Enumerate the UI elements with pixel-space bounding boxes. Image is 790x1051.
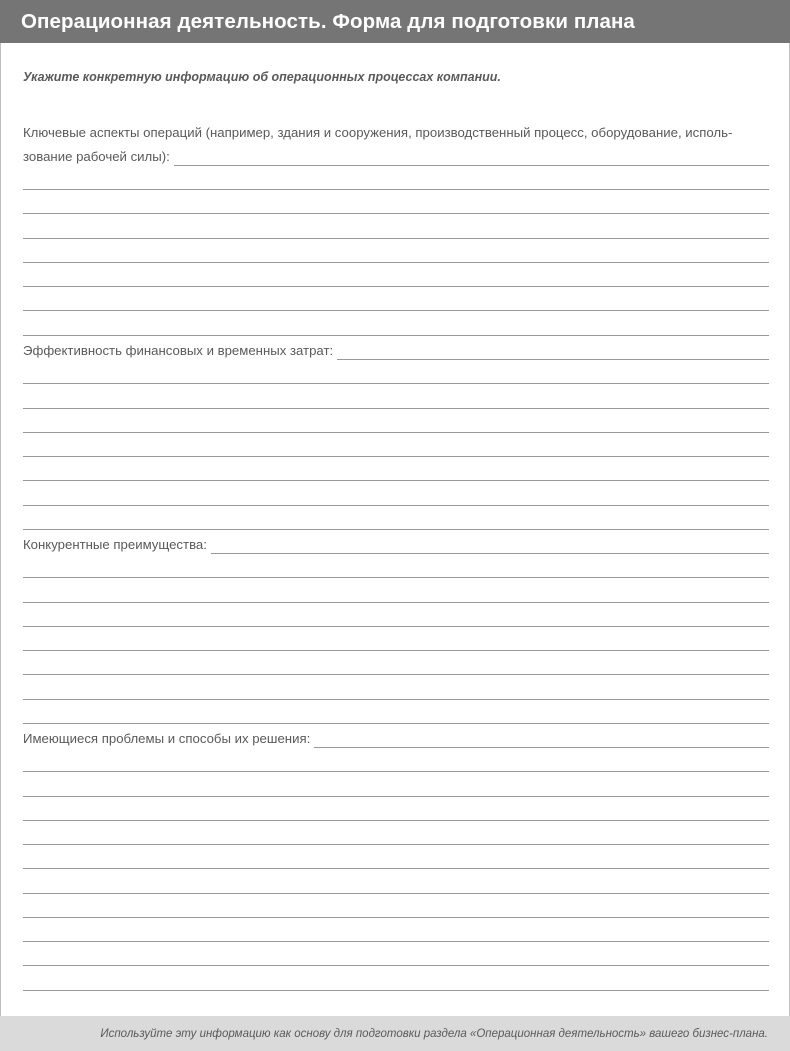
problems-answer-line[interactable] xyxy=(23,965,769,966)
key-aspects-answer-line[interactable] xyxy=(23,310,769,311)
problems-answer-line[interactable] xyxy=(23,917,769,918)
instruction-text: Укажите конкретную информацию об операционных процессах компании. xyxy=(23,70,501,84)
key-aspects-label-line2: зование рабочей силы): xyxy=(23,148,174,166)
problems-answer-line[interactable] xyxy=(23,820,769,821)
problems-answer-line[interactable] xyxy=(23,990,769,991)
problems-answer-line[interactable] xyxy=(23,941,769,942)
title-bar xyxy=(0,0,790,43)
footer-bar xyxy=(0,1016,790,1051)
problems-answer-line[interactable] xyxy=(23,844,769,845)
efficiency-answer-line[interactable] xyxy=(23,383,769,384)
efficiency-answer-line[interactable] xyxy=(23,505,769,506)
problems-answer-line[interactable] xyxy=(23,796,769,797)
efficiency-answer-line[interactable] xyxy=(23,408,769,409)
efficiency-answer-line[interactable] xyxy=(23,529,769,530)
advantages-answer-line[interactable] xyxy=(23,602,769,603)
footer-note: Используйте эту информацию как основу для подготовки раздела «Операционная деятельность» вашего бизнес-плана. xyxy=(100,1027,768,1040)
advantages-answer-line[interactable] xyxy=(23,577,769,578)
advantages-label: Конкурентные преимущества: xyxy=(23,536,211,554)
advantages-answer-line[interactable] xyxy=(23,650,769,651)
efficiency-answer-line[interactable] xyxy=(23,432,769,433)
efficiency-answer-line[interactable] xyxy=(23,456,769,457)
advantages-answer-line[interactable] xyxy=(23,699,769,700)
page-title: Операционная деятельность. Форма для подготовки плана xyxy=(21,9,635,33)
advantages-answer-line[interactable] xyxy=(23,723,769,724)
key-aspects-answer-line[interactable] xyxy=(23,335,769,336)
problems-label: Имеющиеся проблемы и способы их решения: xyxy=(23,730,314,748)
efficiency-label: Эффективность финансовых и временных затрат: xyxy=(23,342,337,360)
key-aspects-answer-line[interactable] xyxy=(23,189,769,190)
key-aspects-answer-line[interactable] xyxy=(23,238,769,239)
key-aspects-answer-line[interactable] xyxy=(23,262,769,263)
advantages-answer-line[interactable] xyxy=(23,674,769,675)
key-aspects-answer-line[interactable] xyxy=(23,286,769,287)
problems-answer-line[interactable] xyxy=(23,771,769,772)
advantages-answer-line[interactable] xyxy=(23,626,769,627)
problems-answer-line[interactable] xyxy=(23,893,769,894)
efficiency-answer-line[interactable] xyxy=(23,480,769,481)
key-aspects-label-line1: Ключевые аспекты операций (например, здания и сооружения, производственный процесс, оборудование, исполь- xyxy=(23,124,736,142)
key-aspects-answer-line[interactable] xyxy=(23,213,769,214)
problems-answer-line[interactable] xyxy=(23,868,769,869)
